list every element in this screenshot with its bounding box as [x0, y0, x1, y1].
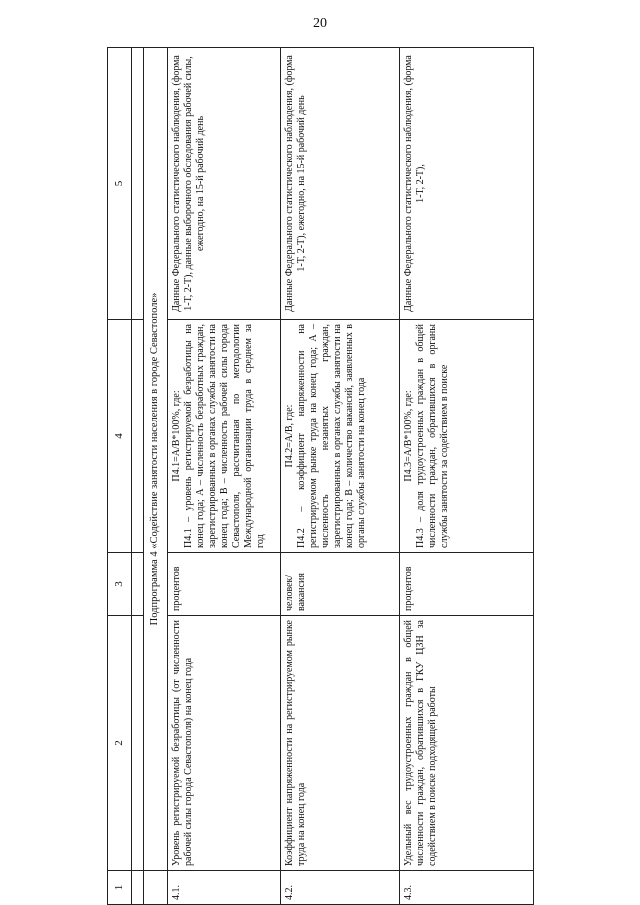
page-number: 20 — [313, 16, 327, 31]
spacer-cell — [132, 320, 144, 553]
col-number-5: 5 — [108, 48, 132, 320]
indicator-name: Удельный вес трудоустроенных граждан в общей численности граждан, обратившихся в ГКУ ЦЗН за содействием в поиске подходящей работы — [400, 616, 534, 871]
row-number: 4.2. — [281, 871, 400, 905]
formula: П4.2=А/В, где: — [284, 404, 295, 468]
calculation-cell — [400, 320, 534, 553]
spacer-cell — [132, 871, 144, 905]
formula-description: П4.1 – уровень регистрируемой безработицы на конец года; А – численность безработных граждан, зарегистрированных в органах службы занятости на конец года; В – численность рабочей силы города Севастополя, рассчитанная по методологии Международной организации труда в среднем за год — [183, 324, 266, 548]
formula: П4.1=А/В*100%, где: — [171, 390, 182, 482]
column-number-row — [108, 48, 132, 905]
calculation-cell — [168, 320, 281, 553]
formula: П4.3=А/В*100%, где: — [403, 390, 414, 482]
row-number: 4.1. — [168, 871, 281, 905]
row-number: 4.3. — [400, 871, 534, 905]
spacer-row — [132, 48, 144, 905]
indicator-name: Коэффициент напряженности на регистрируемом рынке труда на конец года — [281, 616, 400, 871]
subprogram-num-cell — [144, 871, 168, 905]
rotated-table — [107, 48, 533, 905]
table-row — [400, 48, 534, 905]
unit: процентов — [168, 553, 281, 616]
spacer-cell — [132, 48, 144, 320]
col-number-2: 2 — [108, 616, 132, 871]
unit: человек/ вакансия — [281, 553, 400, 616]
col-number-3: 3 — [108, 553, 132, 616]
formula-description: П4.3 – доля трудоустроенных граждан в общей численности граждан, обратившихся в органы службы занятости за содействием в поиске — [415, 324, 450, 548]
spacer-cell — [132, 553, 144, 616]
col-number-4: 4 — [108, 320, 132, 553]
formula-description: П4.2 – коэффициент напряженности на регистрируемом рынке труда на конец года; А – численность незанятых граждан, зарегистрированных в органах службы занятости на конец года; В – количество вакансий, заявленных в органы службы занятости на конец года — [296, 324, 367, 548]
col-number-1: 1 — [108, 871, 132, 905]
subprogram-title: Подпрограмма 4 «Содействие занятости населения в городе Севастополе» — [144, 48, 168, 871]
calculation-cell — [281, 320, 400, 553]
table-row — [168, 48, 281, 905]
indicator-table — [107, 47, 534, 905]
data-source: Данные Федерального статистического наблюдения, (форма 1-Т, 2-Т), данные выборочного обследования рабочей силы, ежегодно, на 15-й рабочий день — [168, 48, 281, 320]
subprogram-row — [144, 48, 168, 905]
table-row — [281, 48, 400, 905]
data-source: Данные Федерального статистического наблюдения, (форма 1-Т, 2-Т), ежегодно, на 15-й рабочий день — [281, 48, 400, 320]
spacer-cell — [132, 616, 144, 871]
unit: процентов — [400, 553, 534, 616]
indicator-name: Уровень регистрируемой безработицы (от численности рабочей силы города Севастополя) на конец года — [168, 616, 281, 871]
data-source: Данные Федерального статистического наблюдения, (форма 1-Т, 2-Т), — [400, 48, 534, 320]
